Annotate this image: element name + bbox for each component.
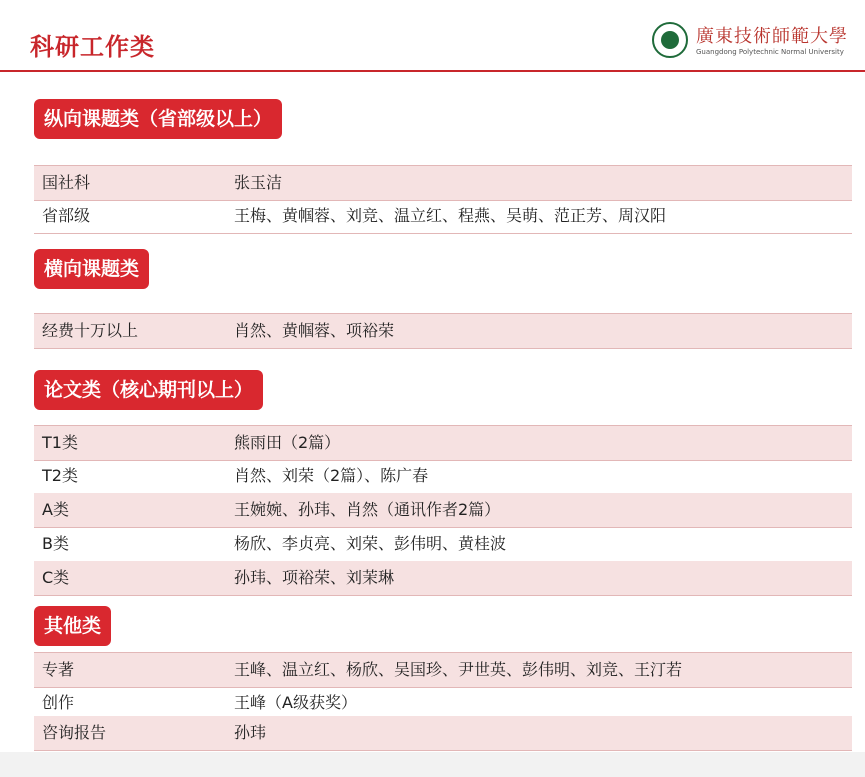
footer-band: [0, 752, 865, 777]
section-heading-papers: 论文类（核心期刊以上）: [34, 370, 263, 410]
table-row: [34, 561, 852, 596]
row-names: 肖然、黄帼蓉、项裕荣: [234, 321, 395, 340]
university-seal-icon: [652, 22, 688, 58]
row-category: B类: [42, 534, 69, 553]
table-row: [34, 459, 852, 494]
table-row: [34, 716, 852, 751]
university-logo: [652, 22, 857, 62]
table-row: [34, 652, 852, 688]
row-names: 孙玮: [234, 723, 267, 742]
logo-english-name: Guangdong Polytechnic Normal University: [696, 48, 844, 56]
row-category: A类: [42, 500, 69, 519]
row-category: 省部级: [42, 206, 91, 225]
row-names: 杨欣、李贞亮、刘荣、彭伟明、黄桂波: [234, 534, 507, 553]
row-names: 孙玮、项裕荣、刘茉琳: [234, 568, 395, 587]
row-category: 专著: [42, 660, 75, 679]
row-category: C类: [42, 568, 70, 587]
header-divider: [0, 70, 865, 72]
table-row: [34, 313, 852, 349]
logo-chinese-name: 廣東技術師範大學: [696, 26, 848, 47]
row-category: 创作: [42, 693, 75, 712]
table-row: [34, 425, 852, 461]
row-names: 熊雨田（2篇）: [234, 433, 341, 452]
row-names: 王婉婉、孙玮、肖然（通讯作者2篇）: [234, 500, 501, 519]
row-category: T1类: [42, 433, 78, 452]
row-category: T2类: [42, 466, 78, 485]
page-title: 科研工作类: [30, 33, 155, 61]
row-names: 王峰（A级获奖）: [234, 693, 357, 712]
table-row: [34, 199, 852, 234]
row-category: 咨询报告: [42, 723, 107, 742]
section-heading-other: 其他类: [34, 606, 111, 646]
row-names: 张玉洁: [234, 173, 283, 192]
row-names: 肖然、刘荣（2篇）、陈广春: [234, 466, 429, 485]
table-row: [34, 165, 852, 201]
section-heading-vertical-projects: 纵向课题类（省部级以上）: [34, 99, 282, 139]
section-heading-horizontal-projects: 横向课题类: [34, 249, 149, 289]
table-row: [34, 493, 852, 528]
row-names: 王梅、黄帼蓉、刘竞、温立红、程燕、吴萌、范正芳、周汉阳: [234, 206, 667, 225]
table-row: [34, 527, 852, 562]
row-names: 王峰、温立红、杨欣、吴国珍、尹世英、彭伟明、刘竞、王汀若: [234, 660, 683, 679]
row-category: 国社科: [42, 173, 91, 192]
row-category: 经费十万以上: [42, 321, 139, 340]
